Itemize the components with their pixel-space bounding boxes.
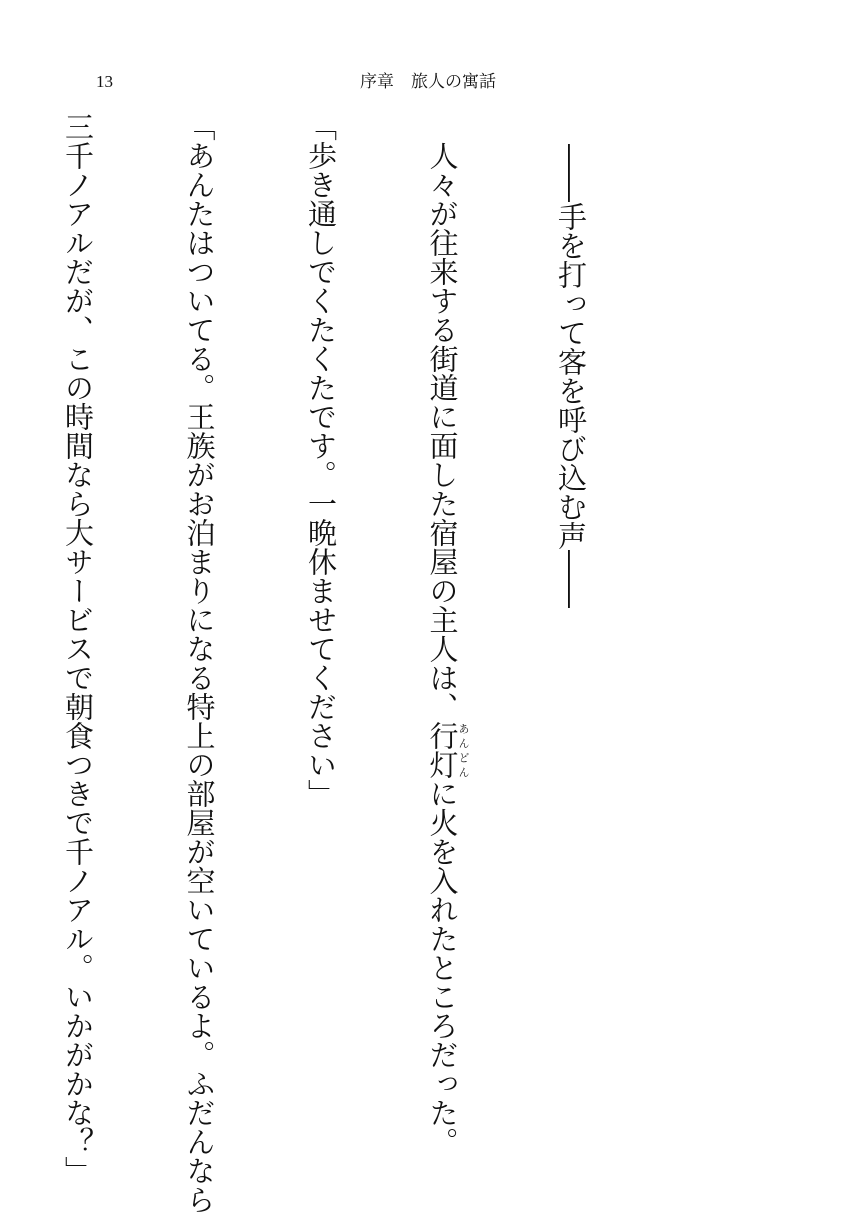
section-heading: [551, 115, 592, 1112]
text-run: 人々が往来する街道に面した宿屋の主人は、: [425, 141, 460, 721]
page-number: 13: [96, 72, 113, 91]
heading-text: ――手を打って客を呼び込む声――: [554, 143, 588, 608]
dialogue-continuation: 三千ノアルだが、この時間なら大サービスで朝食つきで千ノアル。いかがかな？」: [61, 112, 95, 1185]
text-run: に火を入れたところだった。: [425, 779, 460, 1156]
dialogue-line: 「歩き通しでくたくたです。一晩休ませてください」: [304, 112, 338, 808]
ruby-reading: あんどん: [457, 721, 470, 779]
ruby-annotation: [425, 721, 470, 779]
paragraph: [422, 112, 470, 1156]
running-head: 序章 旅人の寓話: [360, 72, 496, 92]
dialogue-line: 「あんたはついてる。王族がお泊まりになる特上の部屋が空いているよ。ふだんなら: [182, 112, 217, 1214]
ruby-base: 行灯: [425, 721, 460, 779]
vertical-text-body: [61, 112, 672, 1214]
